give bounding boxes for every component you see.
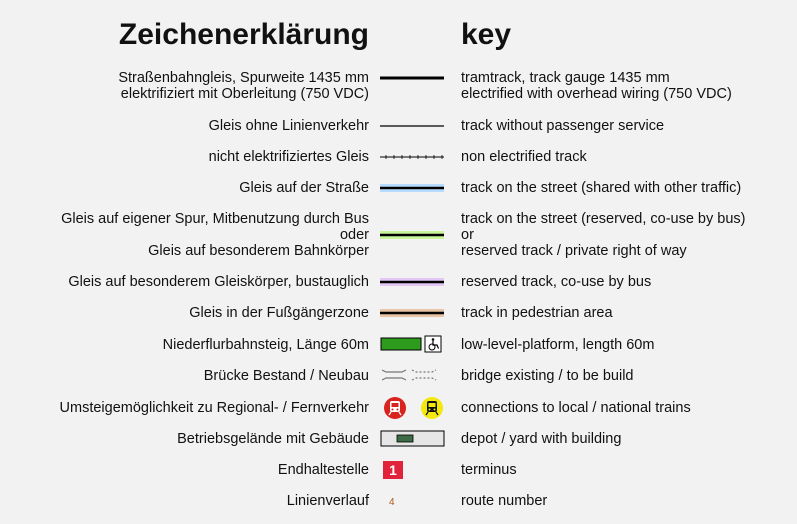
legend-label-en: terminus	[461, 462, 517, 478]
legend-label-de	[118, 70, 369, 102]
depot-building-icon	[397, 435, 413, 442]
legend-label-de: nicht elektrifiziertes Gleis	[208, 149, 369, 165]
legend-label-en	[461, 70, 732, 102]
legend-label-en: track without passenger service	[461, 118, 665, 134]
national-train-icon	[421, 397, 443, 419]
legend-label-de: Gleis auf der Straße	[239, 180, 369, 196]
bridge-icon	[380, 367, 446, 383]
non-electrified-track-line	[380, 153, 446, 161]
legend-label-de: Linienverlauf	[286, 493, 369, 509]
legend-label-en: depot / yard with building	[461, 431, 622, 447]
street-track-line	[380, 183, 446, 193]
legend-label-en: low-level-platform, length 60m	[461, 337, 655, 353]
label-line: elektrifiziert mit Oberleitung (750 VDC)	[120, 86, 369, 102]
label-line: oder	[339, 227, 369, 243]
legend-label-de: Endhaltestelle	[277, 462, 369, 478]
label-line: track on the street (reserved, co-use by bus)	[461, 211, 746, 227]
tramtrack-line	[380, 76, 446, 80]
train-connection-icon	[383, 396, 445, 420]
legend-label-de	[61, 211, 369, 259]
legend-label-de: Betriebsgelände mit Gebäude	[177, 431, 369, 447]
terminus-icon: 1	[383, 461, 403, 479]
thin-track-line	[380, 124, 446, 128]
pedestrian-track-line	[380, 308, 446, 318]
legend-label-en: connections to local / national trains	[461, 400, 691, 416]
label-line: reserved track / private right of way	[461, 243, 687, 259]
legend-label-en: track on the street (shared with other traffic)	[461, 180, 742, 196]
page-title-de: Zeichenerklärung	[118, 18, 369, 51]
legend-label-en: route number	[461, 493, 548, 509]
bridge-new-icon	[412, 370, 436, 380]
bus-track-line	[380, 277, 446, 287]
label-line: Straßenbahngleis, Spurweite 1435 mm	[118, 70, 369, 86]
bridge-existing-icon	[382, 370, 406, 380]
label-line: Gleis auf eigener Spur, Mitbenutzung durch Bus	[61, 211, 369, 227]
legend-label-de: Umsteigemöglichkeit zu Regional- / Fernverkehr	[59, 400, 369, 416]
legend-label-en: bridge existing / to be build	[461, 368, 634, 384]
label-line: electrified with overhead wiring (750 VDC)	[461, 86, 732, 102]
legend-label-de: Brücke Bestand / Neubau	[203, 368, 369, 384]
wheelchair-icon	[425, 336, 441, 352]
route-number-icon: 4	[389, 497, 395, 508]
regional-train-icon	[384, 397, 406, 419]
legend-label-de: Niederflurbahnsteig, Länge 60m	[162, 337, 369, 353]
legend-label-en: track in pedestrian area	[461, 305, 613, 321]
legend-label-de: Gleis auf besonderem Gleiskörper, bustauglich	[68, 274, 369, 290]
label-line: Gleis auf besonderem Bahnkörper	[148, 243, 369, 259]
legend-label-en: non electrified track	[461, 149, 587, 165]
depot-icon	[380, 430, 446, 448]
label-line: or	[461, 227, 474, 243]
legend-label-de: Gleis in der Fußgängerzone	[189, 305, 369, 321]
legend-label-en: reserved track, co-use by bus	[461, 274, 652, 290]
legend-label-en	[461, 211, 746, 259]
platform-icon	[380, 335, 446, 353]
page-title-en: key	[461, 18, 512, 51]
reserved-track-line	[380, 230, 446, 240]
legend-label-de: Gleis ohne Linienverkehr	[208, 118, 369, 134]
label-line: tramtrack, track gauge 1435 mm	[461, 70, 670, 86]
